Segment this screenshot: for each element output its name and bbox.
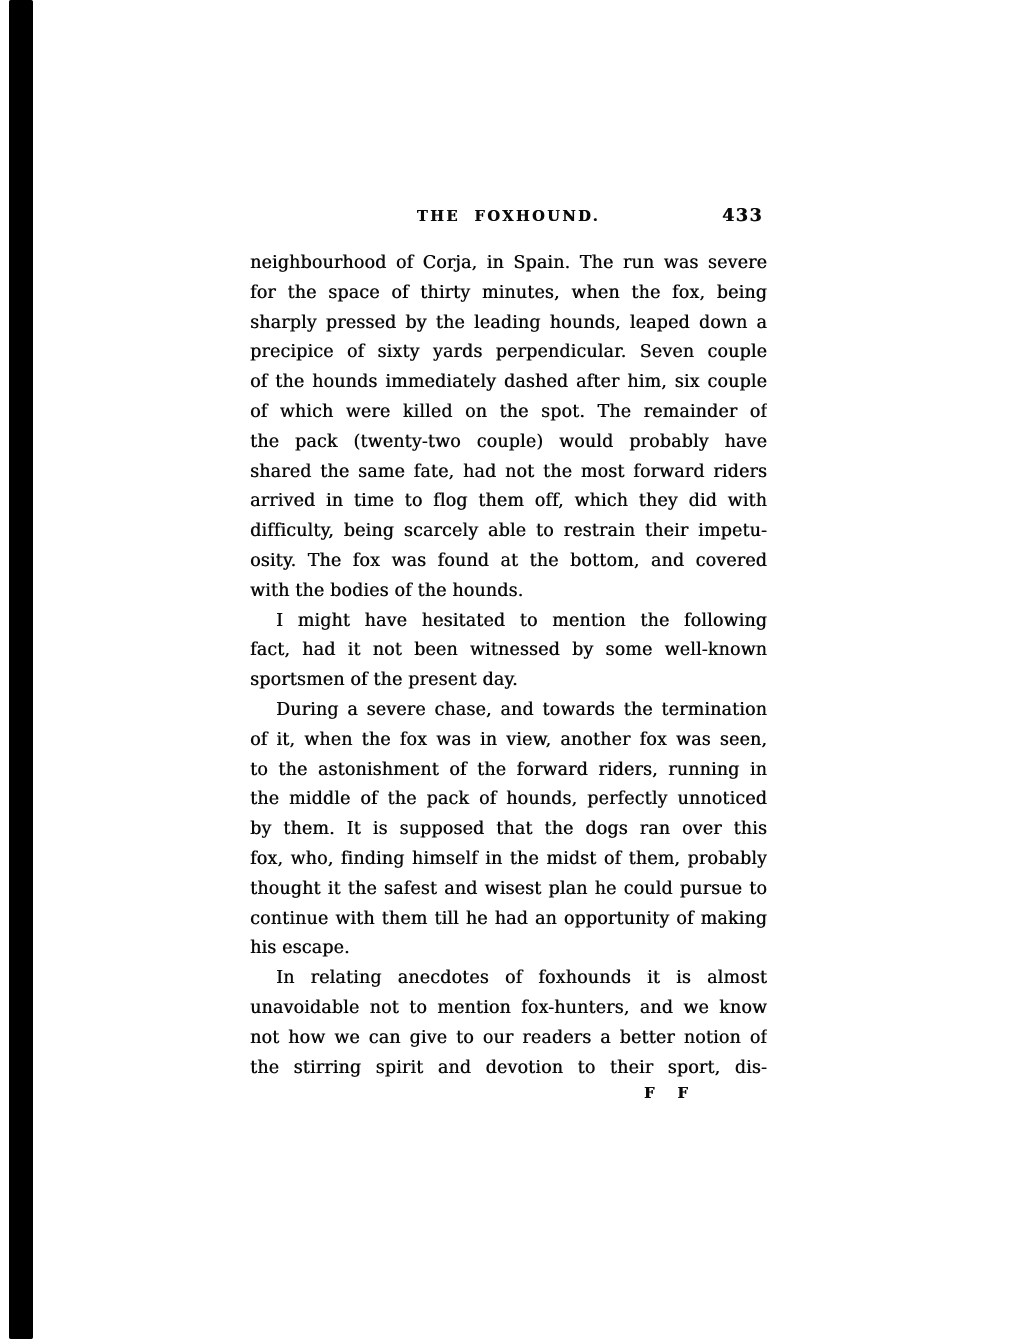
text-line: with the bodies of the hounds. [250, 580, 524, 601]
body-text-block [250, 249, 767, 1083]
text-line: of which were killed on the spot. The remainder of [250, 401, 767, 422]
text-line: I might have hesitated to mention the following [276, 610, 767, 631]
text-line: difficulty, being scarcely able to restrain their impetu- [250, 521, 767, 542]
text-line: precipice of sixty yards perpendicular. Seven couple [250, 342, 767, 363]
text-line: the middle of the pack of hounds, perfectly unnoticed [250, 789, 767, 810]
text-line: thought it the safest and wisest plan he could pursue to [250, 878, 767, 899]
text-line: shared the same fate, had not the most forward riders [250, 461, 767, 482]
signature-mark: F F [644, 1085, 697, 1102]
text-line: the pack (twenty-two couple) would probably have [250, 431, 767, 452]
text-line: neighbourhood of Corja, in Spain. The run was severe [250, 253, 767, 273]
text-line: arrived in time to flog them off, which they did with [250, 491, 767, 512]
scan-edge-artifact [9, 0, 33, 1339]
text-line: sportsmen of the present day. [250, 670, 518, 691]
text-line: continue with them till he had an opportunity of making [250, 908, 767, 929]
text-line: not how we can give to our readers a better notion of [250, 1027, 767, 1048]
text-line: the stirring spirit and devotion to their sport, dis- [250, 1057, 767, 1078]
text-line: osity. The fox was found at the bottom, and covered [250, 550, 767, 571]
running-header [250, 206, 767, 232]
text-line: his escape. [250, 938, 350, 959]
text-line: sharply pressed by the leading hounds, leaped down a [250, 312, 767, 333]
text-line: by them. It is supposed that the dogs ran over this [250, 819, 767, 840]
page-number: 433 [721, 206, 763, 226]
text-line: unavoidable not to mention fox-hunters, and we know [250, 997, 767, 1018]
text-line: of the hounds immediately dashed after him, six couple [250, 372, 767, 393]
text-line: fox, who, finding himself in the midst of them, probably [250, 848, 767, 869]
text-line: During a severe chase, and towards the termination [276, 699, 767, 720]
text-line: fact, had it not been witnessed by some well-known [250, 640, 767, 661]
text-line: to the astonishment of the forward riders, running in [250, 759, 767, 780]
text-line: In relating anecdotes of foxhounds it is almost [276, 968, 767, 989]
text-line: for the space of thirty minutes, when the fox, being [250, 282, 767, 303]
page-header-title: THE FOXHOUND. [416, 208, 601, 225]
text-line: of it, when the fox was in view, another fox was seen, [250, 729, 767, 750]
